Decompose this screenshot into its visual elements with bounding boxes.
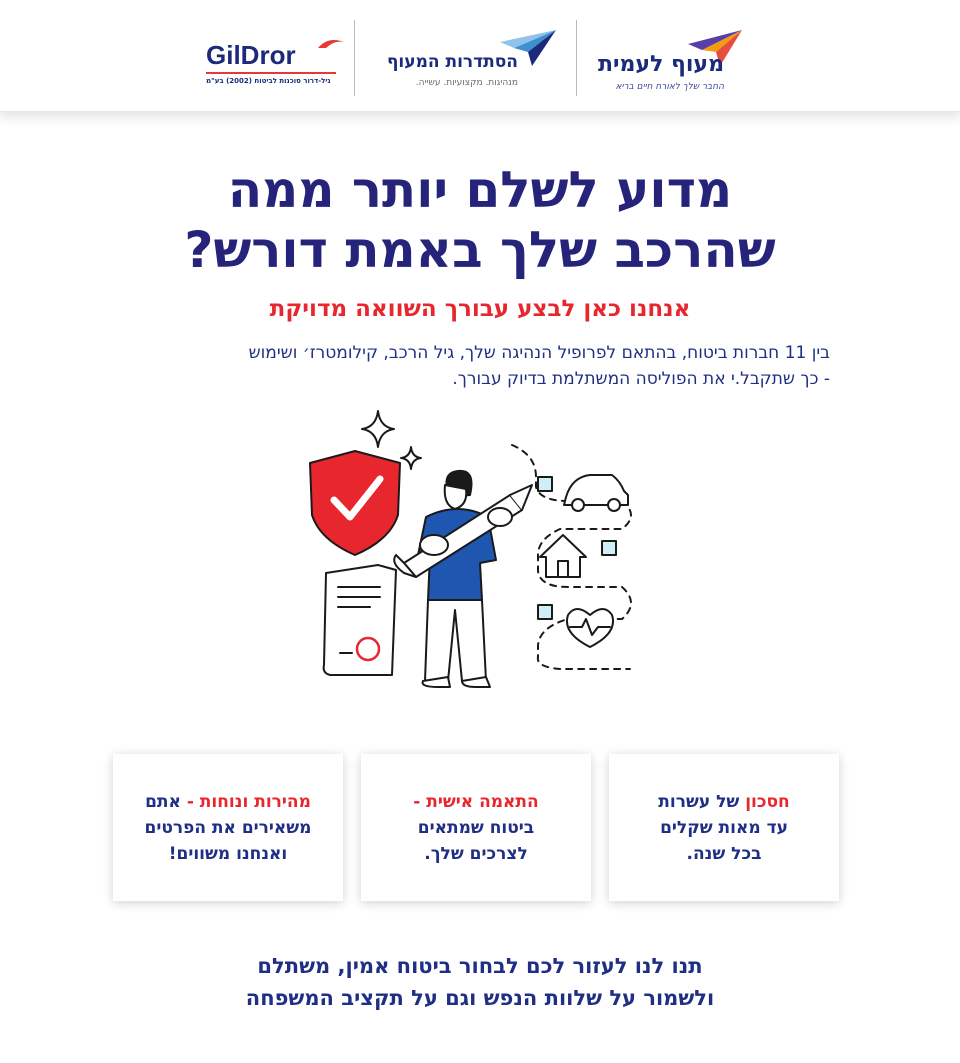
closing-line-2: ולשמור על שלוות הנפש וגם על תקציב המשפחה — [245, 986, 715, 1010]
maof-laamit-logo[interactable] — [588, 22, 764, 92]
intro-line-1: בין 11 חברות ביטוח, בהתאם לפרופיל הנהיגה שלך, גיל הרכב, קילומטרז׳ ושימוש — [248, 343, 830, 363]
logo-divider — [354, 20, 355, 96]
gildror-logo-name: GilDror — [206, 40, 296, 70]
histadrut-logo-name: הסתדרות המעוף — [386, 52, 518, 72]
intro-line-2: - כך שתקבל.י את הפוליסה המשתלמת בדיוק עבורך. — [452, 369, 830, 389]
card-text-a: אתם — [145, 791, 187, 812]
card-text — [658, 789, 789, 867]
title-line-2: שהרכב שלך באמת דורש? — [184, 221, 776, 279]
gildror-logo-underline — [206, 72, 336, 74]
title-line-1: מדוע לשלם יותר ממה — [227, 161, 733, 219]
page-subtitle: אנחנו כאן לבצע עבורך השוואה מדויקת — [269, 296, 691, 322]
benefit-card-speed — [113, 754, 343, 901]
card-text-b: לצרכים שלך. — [424, 843, 528, 864]
gildror-logo-tagline: גיל-דרור סוכנות לביטוח (2002) בע"מ — [206, 77, 331, 85]
intro-text — [120, 340, 830, 392]
benefit-card-savings — [609, 754, 839, 901]
card-text — [145, 789, 312, 867]
closing-line-1: תנו לנו לעזור לכם לבחור ביטוח אמין, משתלם — [257, 954, 703, 978]
maof-logo-name: מעוף לעמית — [597, 52, 724, 77]
card-text-b: עד מאות שקלים — [660, 817, 788, 838]
histadrut-hamaof-logo[interactable] — [372, 22, 562, 92]
maof-logo-tagline: החבר שלך לאורח חיים בריא — [615, 82, 724, 92]
card-text — [413, 789, 538, 867]
card-highlight: חסכון — [745, 791, 790, 812]
card-text-a: ביטוח שמתאים — [417, 817, 535, 838]
benefit-card-personalization — [361, 754, 591, 901]
card-text-a: של עשרות — [658, 791, 746, 812]
logo-divider — [576, 20, 577, 96]
bird-swoosh-icon — [316, 36, 346, 52]
closing-text — [0, 950, 960, 1014]
header — [0, 0, 960, 112]
card-highlight: התאמה אישית - — [413, 791, 539, 812]
card-highlight: מהירות ונוחות - — [186, 791, 311, 812]
card-text-c: בכל שנה. — [686, 843, 762, 864]
card-text-b: משאירים את הפרטים — [144, 817, 312, 838]
page-title — [0, 160, 960, 280]
histadrut-logo-tagline: מנהיגות. מקצועיות. עשייה. — [415, 78, 518, 88]
insurance-illustration — [300, 405, 660, 690]
card-text-c: ואנחנו משווים! — [168, 843, 288, 864]
gildror-logo[interactable] — [196, 22, 346, 92]
